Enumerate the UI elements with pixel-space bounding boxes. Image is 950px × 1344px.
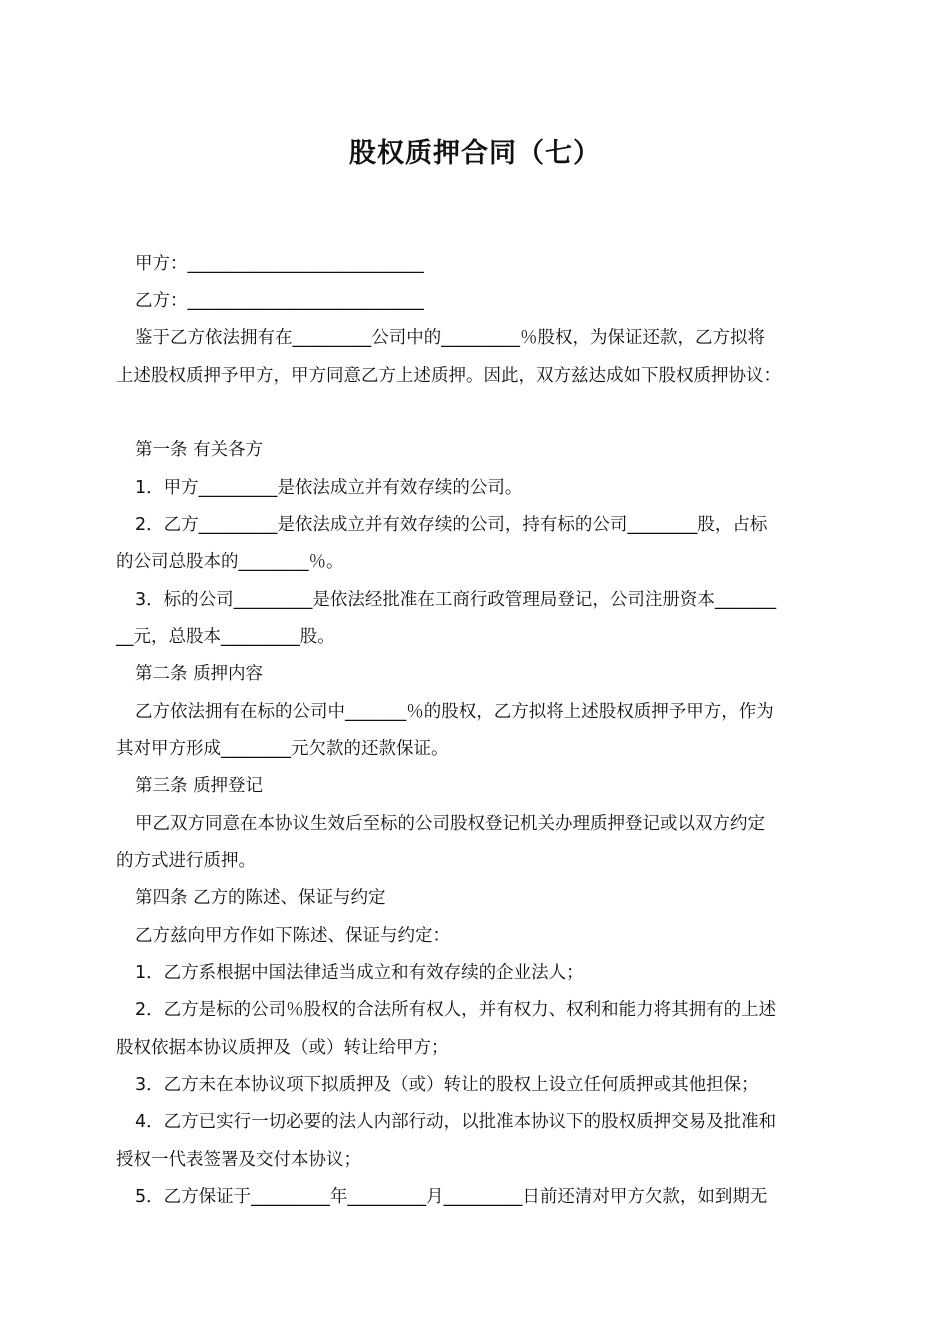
clause-line: 1．乙方系根据中国法律适当成立和有效存续的企业法人； — [135, 963, 584, 983]
clause-line: 4．乙方已实行一切必要的法人内部行动，以批准本协议下的股权质押交易及批准和 — [135, 1112, 777, 1132]
clause-line: 5．乙方保证于_________年_________月_________日前还清对甲方欠款，如到期无 — [135, 1187, 768, 1207]
clause-line: __元，总股本_________股。 — [116, 627, 335, 647]
clause-line: 的公司总股本的________％。 — [116, 552, 344, 572]
clause-line: 1．甲方_________是依法成立并有效存续的公司。 — [135, 478, 523, 498]
clause-line: 乙方兹向甲方作如下陈述、保证与约定： — [135, 926, 450, 946]
clause-line: 股权依据本协议质押及（或）转让给甲方； — [116, 1038, 449, 1058]
article-heading: 第四条 乙方的陈述、保证与约定 — [135, 888, 386, 908]
clause-line: 2．乙方_________是依法成立并有效存续的公司，持有标的公司________股，占标 — [135, 515, 768, 535]
clause-line: 其对甲方形成________元欠款的还款保证。 — [116, 739, 449, 759]
clause-line: 甲乙双方同意在本协议生效后至标的公司股权登记机关办理质押登记或以双方约定 — [135, 814, 765, 834]
preamble-line: 鉴于乙方依法拥有在_________公司中的_________％股权，为保证还款，乙方拟将 — [135, 328, 765, 348]
document-title: 股权质押合同（七） — [349, 138, 601, 169]
party-b-line: 乙方：___________________________ — [135, 291, 424, 311]
preamble-line: 上述股权质押予甲方，甲方同意乙方上述质押。因此，双方兹达成如下股权质押协议： — [116, 366, 781, 386]
clause-line: 授权一代表签署及交付本协议； — [116, 1150, 361, 1170]
clause-line: 3．乙方未在本协议项下拟质押及（或）转让的股权上设立任何质押或其他担保； — [135, 1075, 759, 1095]
clause-line: 的方式进行质押。 — [116, 851, 256, 871]
clause-line: 乙方依法拥有在标的公司中_______％的股权，乙方拟将上述股权质押予甲方，作为 — [135, 702, 774, 722]
article-heading: 第二条 质押内容 — [135, 664, 264, 684]
clause-line: 3．标的公司_________是依法经批准在工商行政管理局登记，公司注册资本_______ — [135, 590, 777, 610]
article-heading: 第一条 有关各方 — [135, 440, 264, 460]
article-heading: 第三条 质押登记 — [135, 776, 264, 796]
party-a-line: 甲方：___________________________ — [135, 254, 424, 274]
clause-line: 2．乙方是标的公司％股权的合法所有权人，并有权力、权利和能力将其拥有的上述 — [135, 1000, 777, 1020]
